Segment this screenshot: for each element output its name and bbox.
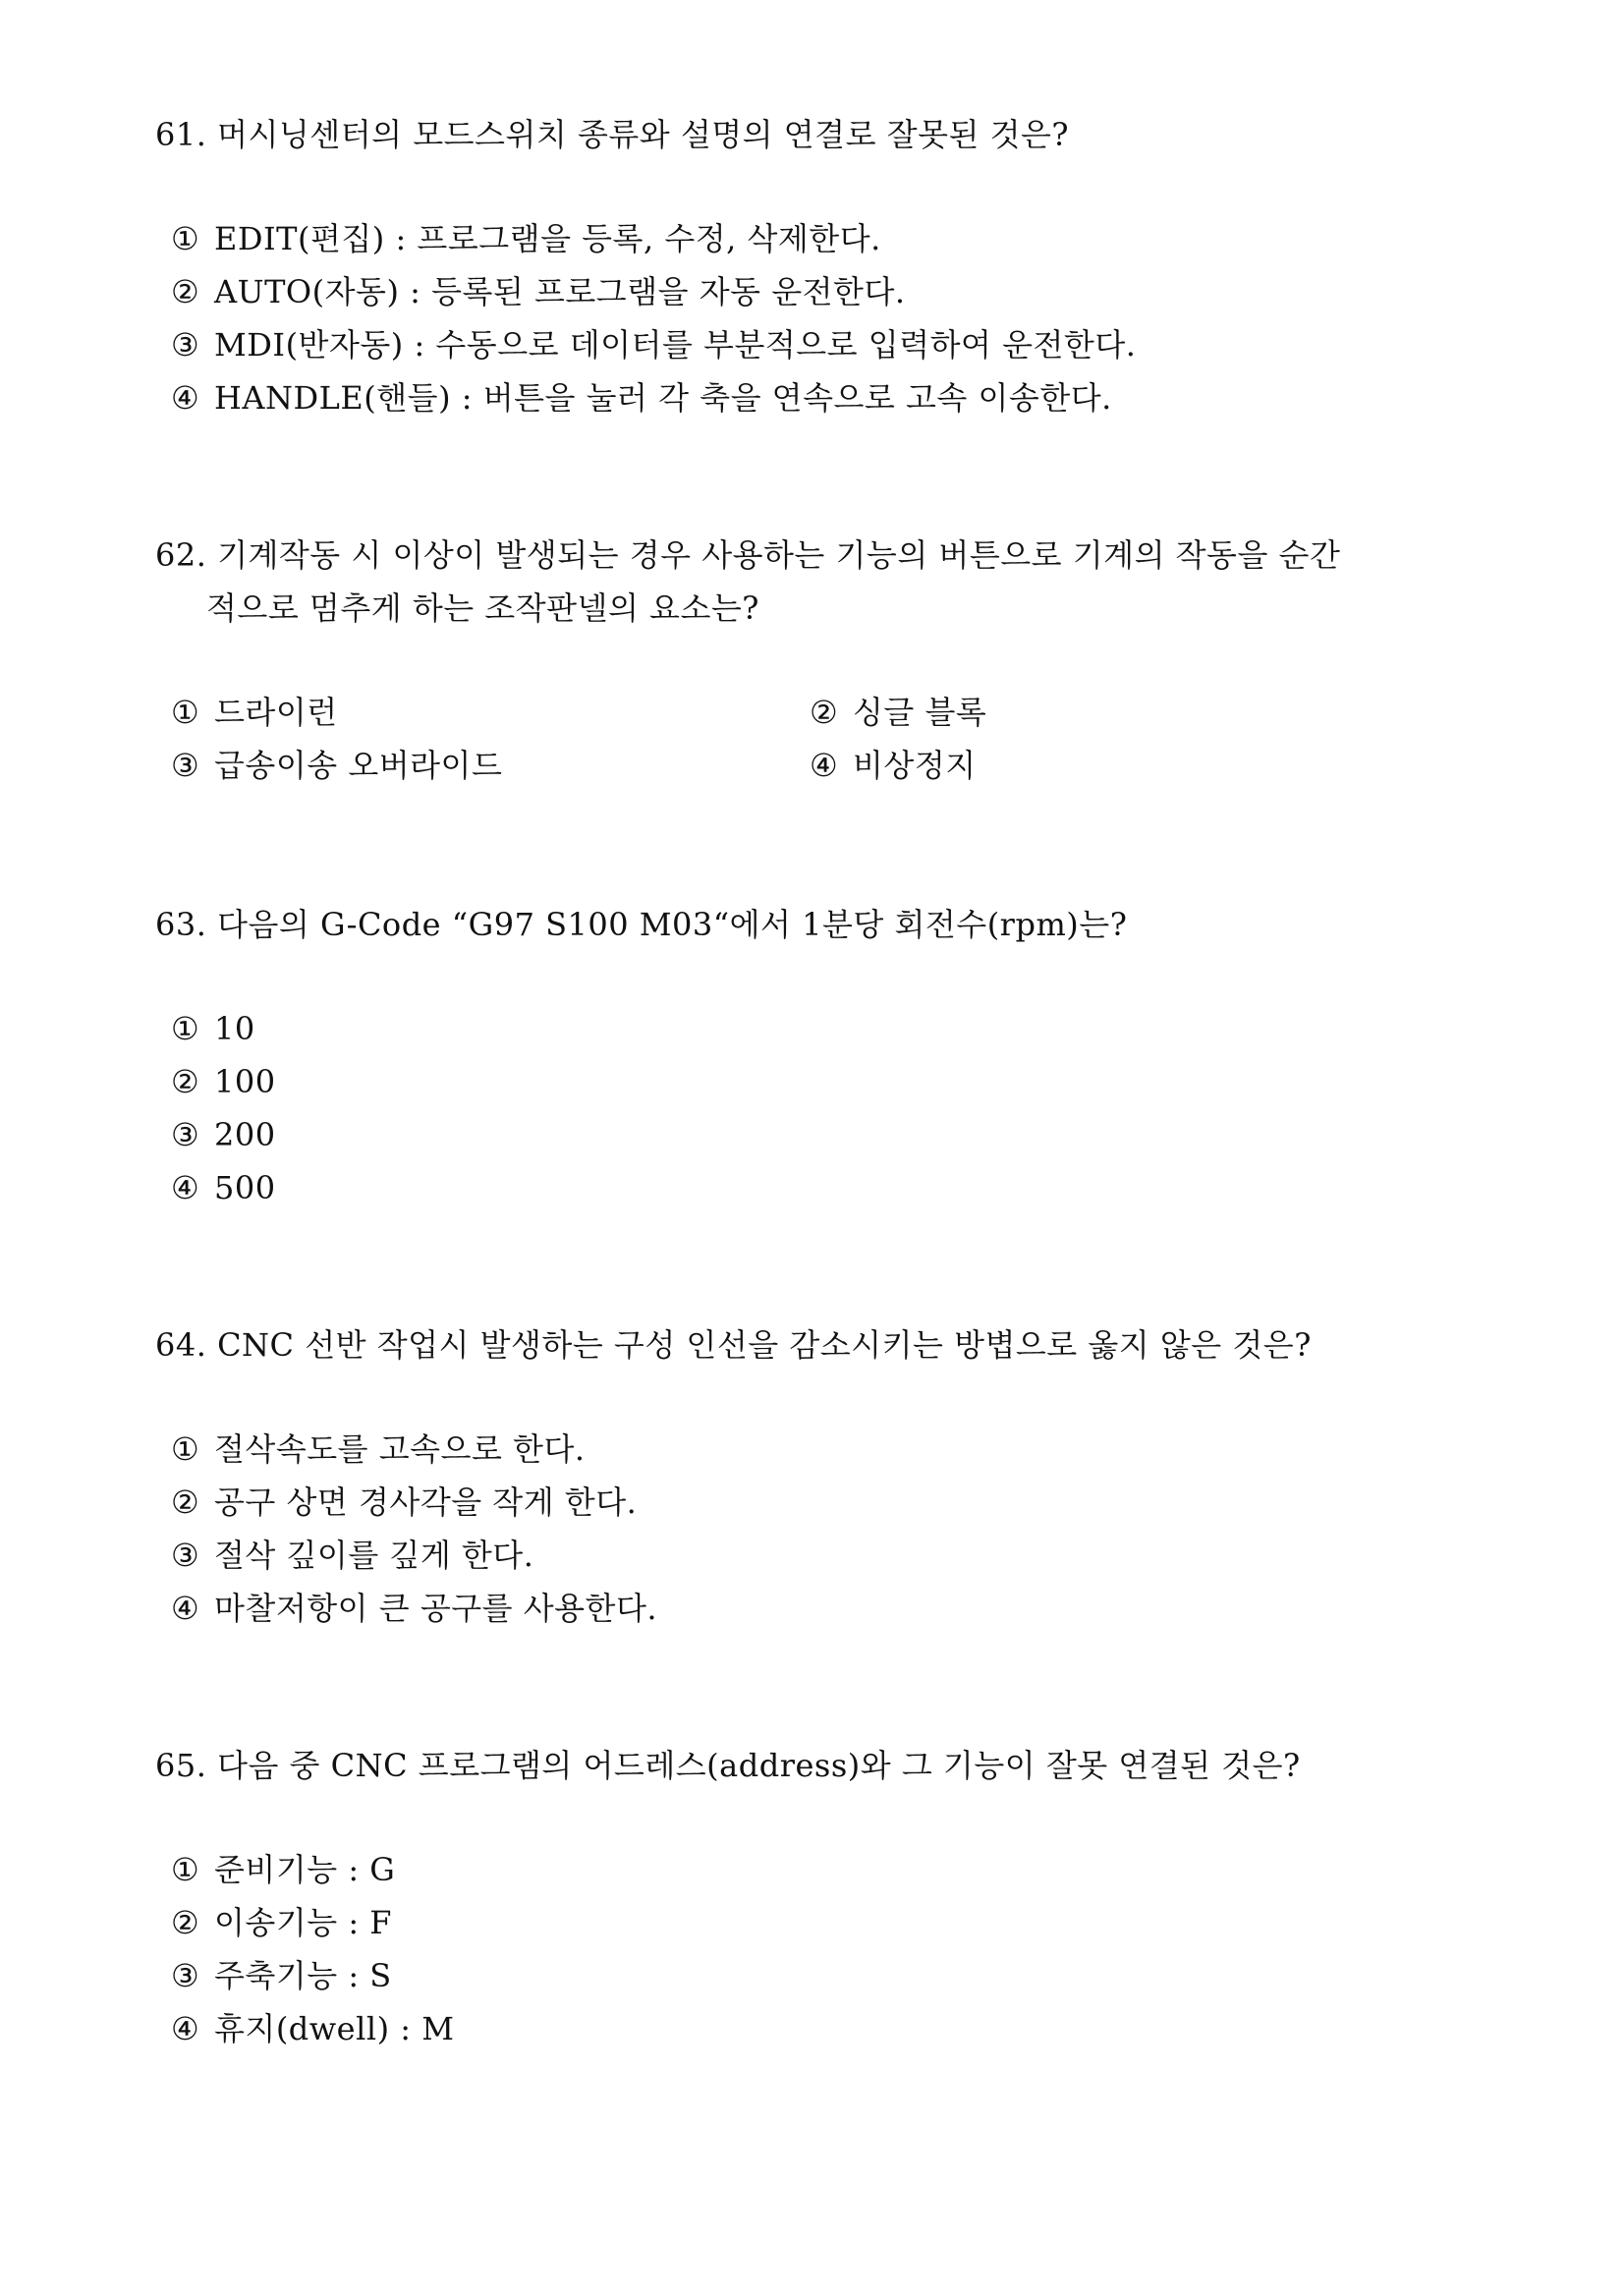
option-text: 비상정지 xyxy=(853,747,977,784)
question-text: 기계작동 시 이상이 발생되는 경우 사용하는 기능의 버튼으로 기계의 작동을 순간 xyxy=(217,536,1341,574)
option-item[interactable] xyxy=(171,1108,1491,1161)
option-item[interactable] xyxy=(171,1055,1491,1108)
option-text: 급송이송 오버라이드 xyxy=(214,747,503,784)
question-62 xyxy=(155,529,1491,784)
question-stem xyxy=(155,1739,1491,1792)
question-number: 64. xyxy=(155,1326,207,1364)
option-item[interactable] xyxy=(171,739,810,792)
option-item[interactable] xyxy=(171,1582,1491,1635)
option-text: HANDLE(핸들) : 버튼을 눌러 각 축을 연속으로 고속 이송한다. xyxy=(214,379,1112,417)
option-mark: ② xyxy=(171,1063,200,1100)
option-mark: ③ xyxy=(171,1537,200,1574)
option-item[interactable] xyxy=(171,1843,1491,1896)
option-list xyxy=(171,686,1491,792)
option-mark: ② xyxy=(171,1484,200,1521)
option-mark: ④ xyxy=(171,379,200,417)
option-list xyxy=(171,212,1491,424)
question-text: 머시닝센터의 모드스위치 종류와 설명의 연결로 잘못된 것은? xyxy=(217,116,1070,153)
option-mark: ③ xyxy=(171,1957,200,1994)
question-65 xyxy=(155,1739,1491,2047)
option-mark: ② xyxy=(810,694,839,731)
option-item[interactable] xyxy=(171,1476,1491,1529)
option-mark: ④ xyxy=(810,747,839,784)
question-number: 62. xyxy=(155,536,207,574)
option-mark: ① xyxy=(171,220,200,257)
option-item[interactable] xyxy=(171,318,1491,371)
option-text: 싱글 블록 xyxy=(853,694,987,731)
option-mark: ① xyxy=(171,694,200,731)
option-mark: ③ xyxy=(171,747,200,784)
option-mark: ① xyxy=(171,1010,200,1047)
question-61 xyxy=(155,108,1491,417)
option-text: EDIT(편집) : 프로그램을 등록, 수정, 삭제한다. xyxy=(214,220,881,257)
question-number: 65. xyxy=(155,1747,207,1784)
question-text: CNC 선반 작업시 발생하는 구성 인선을 감소시키는 방볍으로 옳지 않은 것은? xyxy=(217,1326,1312,1364)
option-text: 드라이런 xyxy=(214,694,338,731)
option-text: 휴지(dwell) : M xyxy=(214,2010,455,2047)
option-item[interactable] xyxy=(171,686,810,739)
option-text: 마찰저항이 큰 공구를 사용한다. xyxy=(214,1590,658,1627)
question-text: 다음 중 CNC 프로그램의 어드레스(address)와 그 기능이 잘못 연결된 것은? xyxy=(217,1747,1301,1784)
option-text: 공구 상면 경사각을 작게 한다. xyxy=(214,1484,638,1521)
option-item[interactable] xyxy=(171,1002,1491,1055)
option-text: 절삭 깊이를 깊게 한다. xyxy=(214,1537,534,1574)
option-mark: ③ xyxy=(171,326,200,364)
option-item[interactable] xyxy=(810,686,1448,739)
question-number: 63. xyxy=(155,906,207,943)
option-list xyxy=(171,1423,1491,1635)
option-mark: ④ xyxy=(171,1590,200,1627)
option-item[interactable] xyxy=(171,1529,1491,1582)
question-text: 다음의 G-Code “G97 S100 M03“에서 1분당 회전수(rpm)는? xyxy=(217,906,1128,943)
option-item[interactable] xyxy=(171,371,1491,424)
option-text: 절삭속도를 고속으로 한다. xyxy=(214,1430,586,1468)
option-item[interactable] xyxy=(171,1423,1491,1476)
option-text: 이송기능 : F xyxy=(214,1904,392,1941)
option-item[interactable] xyxy=(171,1896,1491,1949)
option-text: 준비기능 : G xyxy=(214,1851,396,1888)
question-number: 61. xyxy=(155,116,207,153)
question-stem xyxy=(155,1318,1491,1372)
question-64 xyxy=(155,1318,1491,1627)
option-text: 500 xyxy=(214,1169,276,1206)
option-mark: ③ xyxy=(171,1116,200,1153)
option-text: 주축기능 : S xyxy=(214,1957,392,1994)
option-item[interactable] xyxy=(810,739,1448,792)
option-list xyxy=(171,1843,1491,2055)
question-text-continued: 적으로 멈추게 하는 조작판넬의 요소는? xyxy=(206,589,759,627)
option-item[interactable] xyxy=(171,1949,1491,2002)
option-item[interactable] xyxy=(171,2002,1491,2055)
question-stem xyxy=(155,529,1491,635)
option-text: 10 xyxy=(214,1010,255,1047)
question-63 xyxy=(155,898,1491,1206)
question-stem xyxy=(155,898,1491,951)
option-text: 100 xyxy=(214,1063,276,1100)
option-item[interactable] xyxy=(171,265,1491,318)
option-mark: ④ xyxy=(171,1169,200,1206)
option-list xyxy=(171,1002,1491,1214)
option-text: 200 xyxy=(214,1116,276,1153)
option-item[interactable] xyxy=(171,212,1491,265)
option-mark: ② xyxy=(171,1904,200,1941)
option-item[interactable] xyxy=(171,1161,1491,1214)
question-stem xyxy=(155,108,1491,161)
option-mark: ① xyxy=(171,1851,200,1888)
option-text: MDI(반자동) : 수동으로 데이터를 부분적으로 입력하여 운전한다. xyxy=(214,326,1137,364)
option-mark: ① xyxy=(171,1430,200,1468)
option-mark: ② xyxy=(171,273,200,310)
option-mark: ④ xyxy=(171,2010,200,2047)
option-text: AUTO(자동) : 등록된 프로그램을 자동 운전한다. xyxy=(214,273,906,310)
